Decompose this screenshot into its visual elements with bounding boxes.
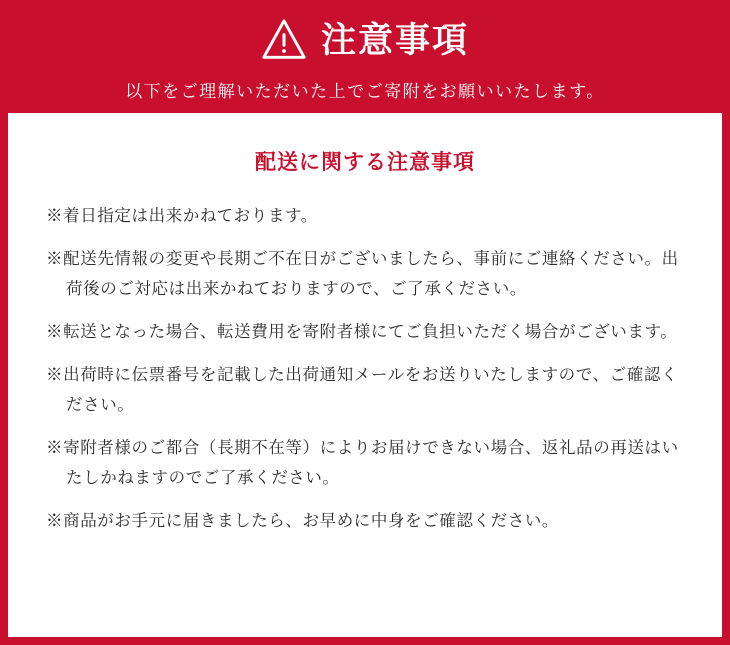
list-item: ※配送先情報の変更や長期ご不在日がございましたら、事前にご連絡ください。出荷後のご対応は出来かねておりますので、ご了承ください。 [46, 250, 679, 298]
list-item: ※寄附者様のご都合（長期不在等）によりお届けできない場合、返礼品の再送はいたしかねますのでご了承ください。 [46, 439, 679, 487]
list-item: ※着日指定は出来かねております。 [46, 207, 318, 225]
notice-body [8, 113, 722, 637]
list-item: ※出荷時に伝票番号を記載した出荷通知メールをお送りいたしますので、ご確認ください。 [46, 366, 679, 414]
header-title-row [261, 17, 469, 63]
list-item: ※商品がお手元に届きましたら、お早めに中身をご確認ください。 [46, 511, 559, 530]
notice-header [0, 0, 730, 113]
header-subtitle: 以下をご理解いただいた上でご寄附をお願いいたします。 [125, 82, 605, 101]
notice-list [46, 202, 684, 536]
section-title: 配送に関する注意事項 [255, 151, 475, 174]
page-title: 注意事項 [320, 20, 469, 60]
list-item: ※転送となった場合、転送費用を寄附者様にてご負担いただく場合がございます。 [46, 323, 678, 342]
warning-triangle-icon [261, 17, 307, 63]
